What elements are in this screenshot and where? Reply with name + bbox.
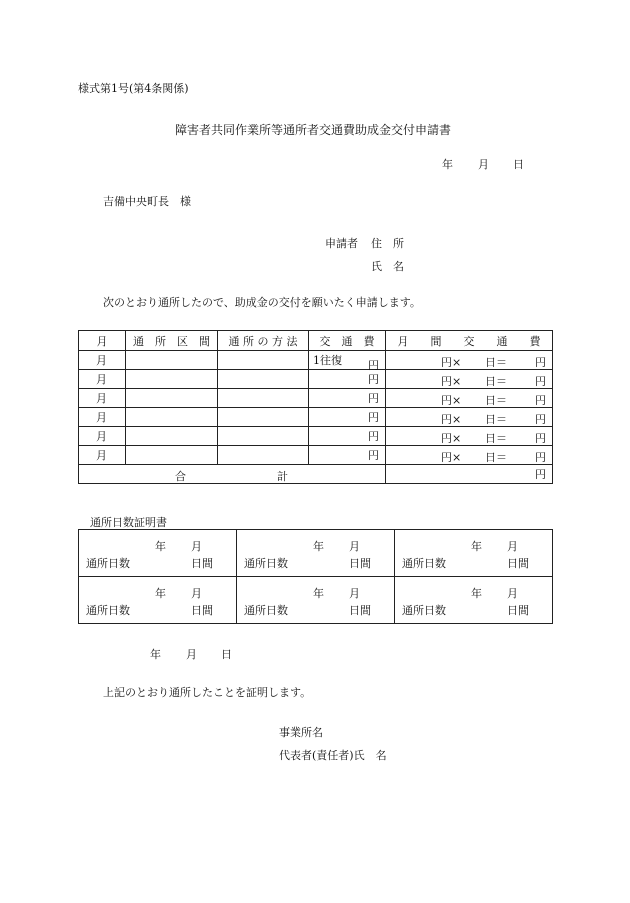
cert-year: 年 bbox=[155, 540, 166, 553]
method-cell[interactable] bbox=[218, 389, 309, 408]
monthly-cell[interactable] bbox=[386, 446, 553, 465]
monthly-yen: 円 bbox=[535, 451, 546, 464]
cert-month: 月 bbox=[507, 540, 518, 553]
cert-days-label: 通所日数 bbox=[402, 604, 446, 617]
fare-cell[interactable]: 円 bbox=[309, 370, 386, 389]
header-month: 月 bbox=[79, 331, 126, 351]
attendance-days-table bbox=[78, 529, 553, 624]
cert-month: 月 bbox=[191, 540, 202, 553]
table-row bbox=[79, 408, 553, 427]
route-cell[interactable] bbox=[126, 389, 218, 408]
monthly-yen-times: 円× bbox=[441, 356, 462, 369]
date-month: 月 bbox=[478, 158, 489, 171]
monthly-yen-times: 円× bbox=[441, 394, 462, 407]
cert-month: 月 bbox=[191, 587, 202, 600]
monthly-days-equals: 日＝ bbox=[485, 394, 507, 407]
route-cell[interactable] bbox=[126, 370, 218, 389]
table-row bbox=[79, 370, 553, 389]
certificate-title: 通所日数証明書 bbox=[90, 516, 167, 529]
route-cell[interactable] bbox=[126, 408, 218, 427]
cert-cell[interactable] bbox=[237, 530, 395, 577]
fare-cell[interactable]: 円 bbox=[309, 446, 386, 465]
method-cell[interactable] bbox=[218, 408, 309, 427]
row-month: 月 bbox=[79, 446, 126, 465]
fare-cell[interactable] bbox=[309, 351, 386, 370]
cert-days-label: 通所日数 bbox=[244, 604, 288, 617]
monthly-cell[interactable] bbox=[386, 351, 553, 370]
cert-year: 年 bbox=[471, 540, 482, 553]
cert-days-unit: 日間 bbox=[349, 557, 371, 570]
cert-days-label: 通所日数 bbox=[86, 604, 130, 617]
table-row bbox=[79, 389, 553, 408]
addressee: 吉備中央町長 様 bbox=[103, 195, 191, 208]
cert-cell[interactable] bbox=[395, 530, 553, 577]
applicant-label: 申請者 bbox=[325, 237, 358, 250]
monthly-yen-times: 円× bbox=[441, 432, 462, 445]
monthly-days-equals: 日＝ bbox=[485, 451, 507, 464]
table-row bbox=[79, 427, 553, 446]
monthly-days-equals: 日＝ bbox=[485, 413, 507, 426]
total-label bbox=[79, 465, 386, 484]
representative-name-label: 代表者(責任者)氏 名 bbox=[279, 749, 387, 762]
intro-text: 次のとおり通所したので、助成金の交付を願いたく申請します。 bbox=[103, 296, 421, 309]
date-day: 日 bbox=[513, 158, 524, 171]
fare-cell[interactable]: 円 bbox=[309, 427, 386, 446]
cert-year: 年 bbox=[471, 587, 482, 600]
cert-date-day: 日 bbox=[221, 648, 232, 661]
monthly-cell[interactable] bbox=[386, 408, 553, 427]
monthly-days-equals: 日＝ bbox=[485, 375, 507, 388]
header-fare: 交 通 費 bbox=[309, 331, 386, 351]
fare-unit: 円 bbox=[368, 359, 379, 372]
monthly-yen: 円 bbox=[535, 432, 546, 445]
cert-days-unit: 日間 bbox=[349, 604, 371, 617]
cert-year: 年 bbox=[313, 587, 324, 600]
total-label-a: 合 bbox=[175, 470, 186, 483]
cert-date-month: 月 bbox=[186, 648, 197, 661]
route-cell[interactable] bbox=[126, 351, 218, 370]
total-label-b: 計 bbox=[277, 470, 288, 483]
cert-days-unit: 日間 bbox=[191, 557, 213, 570]
monthly-yen-times: 円× bbox=[441, 413, 462, 426]
method-cell[interactable] bbox=[218, 446, 309, 465]
monthly-yen: 円 bbox=[535, 413, 546, 426]
monthly-yen: 円 bbox=[535, 394, 546, 407]
cert-days-unit: 日間 bbox=[191, 604, 213, 617]
total-row bbox=[79, 465, 553, 484]
fare-cell[interactable]: 円 bbox=[309, 389, 386, 408]
method-cell[interactable] bbox=[218, 351, 309, 370]
row-month: 月 bbox=[79, 389, 126, 408]
cert-days-label: 通所日数 bbox=[86, 557, 130, 570]
header-method: 通 所 の 方 法 bbox=[218, 331, 309, 351]
method-cell[interactable] bbox=[218, 370, 309, 389]
cert-cell[interactable] bbox=[395, 577, 553, 624]
monthly-yen-times: 円× bbox=[441, 375, 462, 388]
monthly-cell[interactable] bbox=[386, 427, 553, 446]
row-month: 月 bbox=[79, 370, 126, 389]
cert-days-unit: 日間 bbox=[507, 604, 529, 617]
table-row bbox=[79, 446, 553, 465]
cert-cell[interactable] bbox=[79, 577, 237, 624]
page-title: 障害者共同作業所等通所者交通費助成金交付申請書 bbox=[175, 123, 452, 137]
monthly-cell[interactable] bbox=[386, 389, 553, 408]
method-cell[interactable] bbox=[218, 427, 309, 446]
cert-days-label: 通所日数 bbox=[402, 557, 446, 570]
cert-cell[interactable] bbox=[79, 530, 237, 577]
cert-row bbox=[79, 530, 553, 577]
cert-days-label: 通所日数 bbox=[244, 557, 288, 570]
route-cell[interactable] bbox=[126, 427, 218, 446]
fare-cell[interactable]: 円 bbox=[309, 408, 386, 427]
cert-year: 年 bbox=[155, 587, 166, 600]
cert-days-unit: 日間 bbox=[507, 557, 529, 570]
date-year: 年 bbox=[442, 158, 453, 171]
cert-year: 年 bbox=[313, 540, 324, 553]
office-name-label: 事業所名 bbox=[279, 726, 323, 739]
monthly-cell[interactable] bbox=[386, 370, 553, 389]
cert-month: 月 bbox=[349, 587, 360, 600]
monthly-yen-times: 円× bbox=[441, 451, 462, 464]
monthly-days-equals: 日＝ bbox=[485, 356, 507, 369]
cert-month: 月 bbox=[507, 587, 518, 600]
certificate-statement: 上記のとおり通所したことを証明します。 bbox=[103, 686, 312, 699]
cert-cell[interactable] bbox=[237, 577, 395, 624]
cert-date-year: 年 bbox=[150, 648, 161, 661]
cert-month: 月 bbox=[349, 540, 360, 553]
applicant-address-label: 住 所 bbox=[371, 237, 404, 250]
row-month: 月 bbox=[79, 427, 126, 446]
header-monthly-fare: 月 間 交 通 費 bbox=[386, 331, 553, 351]
fare-table bbox=[78, 330, 553, 484]
monthly-yen: 円 bbox=[535, 375, 546, 388]
monthly-days-equals: 日＝ bbox=[485, 432, 507, 445]
round-trip-label: 1往復 bbox=[313, 354, 342, 367]
row-month: 月 bbox=[79, 351, 126, 370]
row-month: 月 bbox=[79, 408, 126, 427]
applicant-name-label: 氏 名 bbox=[371, 260, 404, 273]
form-number: 様式第1号(第4条関係) bbox=[78, 82, 189, 95]
header-route: 通 所 区 間 bbox=[126, 331, 218, 351]
fare-table-header bbox=[79, 331, 553, 351]
monthly-yen: 円 bbox=[535, 356, 546, 369]
table-row bbox=[79, 351, 553, 370]
cert-row bbox=[79, 577, 553, 624]
total-amount-cell[interactable]: 円 bbox=[386, 465, 553, 484]
route-cell[interactable] bbox=[126, 446, 218, 465]
